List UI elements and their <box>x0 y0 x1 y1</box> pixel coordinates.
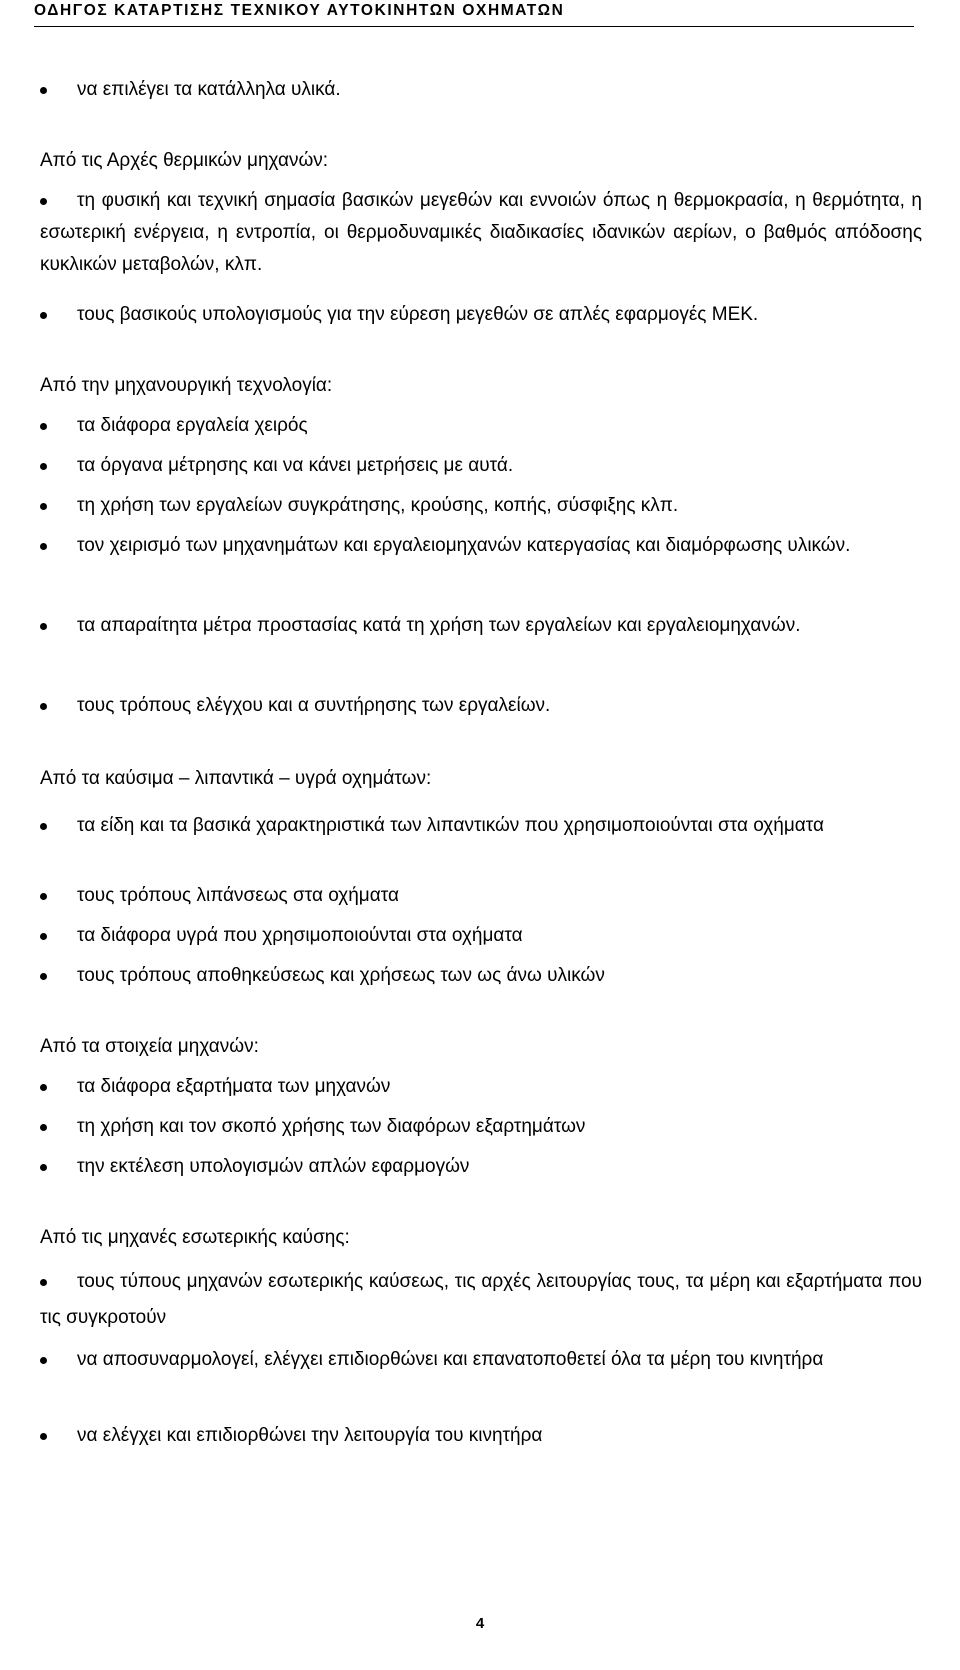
bullet-icon <box>40 893 47 900</box>
list-item: να επιλέγει τα κατάλληλα υλικά. <box>40 74 922 106</box>
list-item: τους τρόπους ελέγχου και α συντήρησης των εργαλείων. <box>40 690 922 722</box>
list-item: να ελέγχει και επιδιορθώνει την λειτουργία του κινητήρα <box>40 1420 922 1452</box>
section-heading: Από τις Αρχές θερμικών μηχανών: <box>40 150 329 171</box>
section-heading: Από την μηχανουργική τεχνολογία: <box>40 375 333 396</box>
list-item: τους βασικούς υπολογισμούς για την εύρεση μεγεθών σε απλές εφαρμογές ΜΕΚ. <box>40 299 922 331</box>
list-item: τα διάφορα εξαρτήματα των μηχανών <box>40 1071 922 1103</box>
bullet-icon <box>40 543 47 550</box>
list-item: να αποσυναρμολογεί, ελέγχει επιδιορθώνει και επανατοποθετεί όλα τα μέρη του κινητήρα <box>40 1342 922 1378</box>
list-item: τη φυσική και τεχνική σημασία βασικών μεγεθών και εννοιών όπως η θερμοκρασία, η θερμότητα, η εσωτερική ενέργεια, η εντροπία, οι θερμοδυναμικές διαδικασίες ιδανικών αερίων, ο βαθμός απόδοσης κυκλικών μεταβολών, κλπ. <box>40 190 922 275</box>
bullet-icon <box>40 1164 47 1171</box>
bullet-icon <box>40 423 47 430</box>
list-item: τη χρήση των εργαλείων συγκράτησης, κρούσης, κοπής, σύσφιξης κλπ. <box>40 490 922 522</box>
section-heading: Από τα στοιχεία μηχανών: <box>40 1036 259 1057</box>
list-item: τους τρόπους αποθηκεύσεως και χρήσεως των ως άνω υλικών <box>40 960 922 992</box>
bullet-icon <box>40 1279 47 1286</box>
bullet-icon <box>40 1084 47 1091</box>
list-item: τα είδη και τα βασικά χαρακτηριστικά των λιπαντικών που χρησιμοποιούνται στα οχήματα <box>40 808 922 844</box>
running-header: ΟΔΗΓΟΣ ΚΑΤΑΡΤΙΣΗΣ ΤΕΧΝΙΚΟΥ ΑΥΤΟΚΙΝΗΤΩΝ ΟΧΗΜΑΤΩΝ <box>34 2 565 19</box>
list-item: τα όργανα μέτρησης και να κάνει μετρήσεις με αυτά. <box>40 450 922 482</box>
list-item: τους τρόπους λιπάνσεως στα οχήματα <box>40 880 922 912</box>
bullet-icon <box>40 463 47 470</box>
bullet-icon <box>40 823 47 830</box>
bullet-icon <box>40 503 47 510</box>
bullet-icon <box>40 312 47 319</box>
header-divider <box>34 26 914 27</box>
section-heading: Από τις μηχανές εσωτερικής καύσης: <box>40 1227 350 1248</box>
bullet-icon <box>40 87 47 94</box>
list-item: την εκτέλεση υπολογισμών απλών εφαρμογών <box>40 1151 922 1183</box>
bullet-icon <box>40 1433 47 1440</box>
section-heading: Από τα καύσιμα – λιπαντικά – υγρά οχημάτων: <box>40 768 432 789</box>
bullet-icon <box>40 623 47 630</box>
bullet-icon <box>40 933 47 940</box>
bullet-icon <box>40 1124 47 1131</box>
list-item: τα διάφορα υγρά που χρησιμοποιούνται στα οχήματα <box>40 920 922 952</box>
page-number: 4 <box>475 1615 485 1632</box>
list-item: τα διάφορα εργαλεία χειρός <box>40 410 922 442</box>
bullet-icon <box>40 1357 47 1364</box>
list-item: τα απαραίτητα μέτρα προστασίας κατά τη χρήση των εργαλείων και εργαλειομηχανών. <box>40 610 922 642</box>
bullet-icon <box>40 703 47 710</box>
list-item: τη χρήση και τον σκοπό χρήσης των διαφόρων εξαρτημάτων <box>40 1111 922 1143</box>
bullet-icon <box>40 973 47 980</box>
list-item: τον χειρισμό των μηχανημάτων και εργαλειομηχανών κατεργασίας και διαμόρφωσης υλικών. <box>40 530 922 562</box>
list-item: τους τύπους μηχανών εσωτερικής καύσεως, τις αρχές λειτουργίας τους, τα μέρη και εξαρτήματα που τις συγκροτούν <box>40 1271 922 1328</box>
bullet-icon <box>40 198 47 205</box>
